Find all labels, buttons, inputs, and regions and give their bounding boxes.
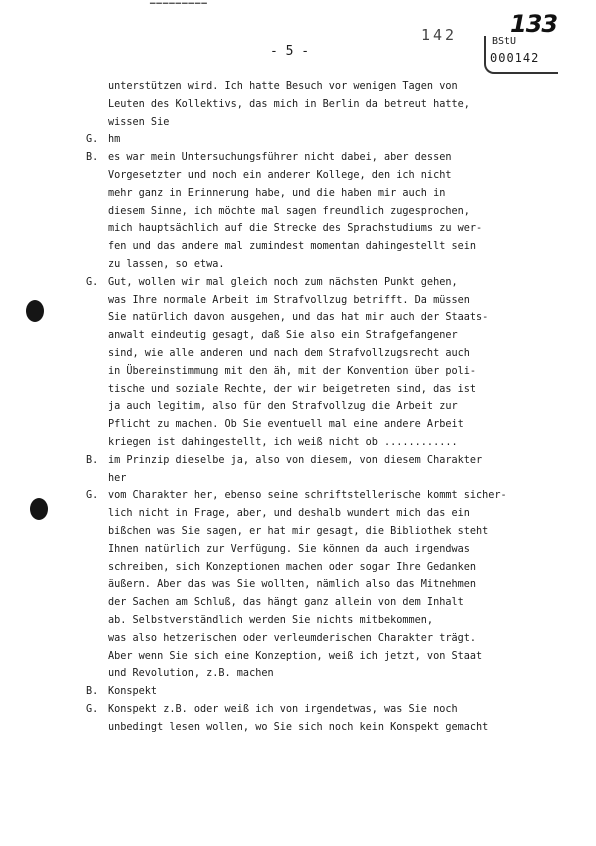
- transcript-line: [86, 381, 556, 399]
- line-text: hm: [108, 134, 121, 146]
- transcript-line: [86, 114, 556, 132]
- line-text: vom Charakter her, ebenso seine schriftstellerische kommt sicher-: [108, 490, 507, 502]
- punch-hole: [30, 498, 48, 520]
- transcript-line: [86, 541, 556, 559]
- transcript-line: [86, 559, 556, 577]
- transcript-line: [86, 719, 556, 737]
- transcript-line: [86, 594, 556, 612]
- transcript-line: [86, 363, 556, 381]
- page-number: - 5 -: [270, 44, 310, 59]
- line-text: was Ihre normale Arbeit im Strafvollzug betrifft. Da müssen: [108, 294, 470, 306]
- line-text: Vorgesetzter und noch ein anderer Kollege, den ich nicht: [108, 169, 452, 181]
- transcript-line: [86, 167, 556, 185]
- line-text: Gut, wollen wir mal gleich noch zum nächsten Punkt gehen,: [108, 276, 458, 288]
- speaker-label: G.: [86, 276, 99, 288]
- speaker-label: G.: [86, 703, 99, 715]
- line-text: Konspekt z.B. oder weiß ich von irgendetwas, was Sie noch: [108, 703, 458, 715]
- line-text: zu lassen, so etwa.: [108, 258, 225, 270]
- archive-stamp: [484, 36, 558, 74]
- transcript-line: [86, 416, 556, 434]
- transcript-line: [86, 701, 556, 719]
- transcript-line: [86, 256, 556, 274]
- top-mark: ▔▔▔▔▔▔▔▔▔: [150, 4, 208, 14]
- line-text: Aber wenn Sie sich eine Konzeption, weiß ich jetzt, von Staat: [108, 650, 483, 662]
- line-text: anwalt eindeutig gesagt, daß Sie also ein Strafgefangener: [108, 330, 458, 342]
- speaker-label: B.: [86, 152, 99, 164]
- line-text: mich hauptsächlich auf die Strecke des Sprachstudiums zu wer-: [108, 223, 483, 235]
- transcript-line: [86, 185, 556, 203]
- line-text: mehr ganz in Erinnerung habe, und die haben mir auch in: [108, 187, 446, 199]
- stamp-label: BStU: [492, 36, 517, 47]
- transcript-line: [86, 452, 556, 470]
- line-text: äußern. Aber das was Sie wollten, nämlich also das Mitnehmen: [108, 579, 477, 591]
- line-text: Ihnen natürlich zur Verfügung. Sie können da auch irgendwas: [108, 543, 470, 555]
- transcript-line: [86, 487, 556, 505]
- transcript-line: [86, 505, 556, 523]
- transcript-line: [86, 434, 556, 452]
- line-text: im Prinzip dieselbe ja, also von diesem, von diesem Charakter: [108, 454, 483, 466]
- handwritten-number: 133: [510, 10, 558, 38]
- line-text: ja auch legitim, also für den Strafvollzug die Arbeit zur: [108, 401, 458, 413]
- line-text: Sie natürlich davon ausgehen, und das hat mir auch der Staats-: [108, 312, 489, 324]
- transcript-line: [86, 274, 556, 292]
- line-text: kriegen ist dahingestellt, ich weiß nicht ob ............: [108, 436, 458, 448]
- transcript-line: [86, 292, 556, 310]
- transcript-line: [86, 398, 556, 416]
- transcript-line: [86, 648, 556, 666]
- speaker-label: G.: [86, 134, 99, 146]
- transcript-line: [86, 78, 556, 96]
- stamp-number: 000142: [490, 51, 540, 65]
- transcript-line: [86, 683, 556, 701]
- transcript-line: [86, 612, 556, 630]
- transcript-line: [86, 470, 556, 488]
- speaker-label: B.: [86, 454, 99, 466]
- transcript-line: [86, 576, 556, 594]
- line-text: Konspekt: [108, 686, 158, 698]
- line-text: in Übereinstimmung mit den äh, mit der Konvention über poli-: [108, 365, 477, 377]
- transcript-body: [86, 78, 556, 736]
- line-text: was also hetzerischen oder verleumderischen Charakter trägt.: [108, 632, 477, 644]
- punch-hole: [26, 300, 44, 322]
- transcript-line: [86, 203, 556, 221]
- line-text: der Sachen am Schluß, das hängt ganz allein von dem Inhalt: [108, 597, 464, 609]
- transcript-line: [86, 220, 556, 238]
- speaker-label: B.: [86, 686, 99, 698]
- transcript-line: [86, 327, 556, 345]
- file-number: 142: [421, 26, 458, 44]
- transcript-line: [86, 238, 556, 256]
- line-text: bißchen was Sie sagen, er hat mir gesagt, die Bibliothek steht: [108, 525, 489, 537]
- line-text: ab. Selbstverständlich werden Sie nichts mitbekommen,: [108, 614, 434, 626]
- transcript-line: [86, 523, 556, 541]
- line-text: fen und das andere mal zumindest momentan dahingestellt sein: [108, 241, 477, 253]
- line-text: schreiben, sich Konzeptionen machen oder sogar Ihre Gedanken: [108, 561, 477, 573]
- transcript-line: [86, 345, 556, 363]
- line-text: diesem Sinne, ich möchte mal sagen freundlich zugesprochen,: [108, 205, 470, 217]
- transcript-line: [86, 149, 556, 167]
- transcript-line: [86, 630, 556, 648]
- transcript-line: [86, 665, 556, 683]
- line-text: unterstützen wird. Ich hatte Besuch vor wenigen Tagen von: [108, 81, 458, 92]
- line-text: unbedingt lesen wollen, wo Sie sich noch kein Konspekt gemacht: [108, 721, 489, 733]
- line-text: her: [108, 472, 127, 484]
- line-text: Leuten des Kollektivs, das mich in Berlin da betreut hatte,: [108, 98, 470, 110]
- line-text: wissen Sie: [108, 116, 170, 128]
- line-text: Pflicht zu machen. Ob Sie eventuell mal eine andere Arbeit: [108, 419, 464, 431]
- line-text: es war mein Untersuchungsführer nicht dabei, aber dessen: [108, 152, 452, 164]
- transcript-line: [86, 96, 556, 114]
- line-text: sind, wie alle anderen und nach dem Strafvollzugsrecht auch: [108, 347, 470, 359]
- transcript-line: [86, 309, 556, 327]
- line-text: tische und soziale Rechte, der wir beigetreten sind, das ist: [108, 383, 477, 395]
- line-text: lich nicht in Frage, aber, und deshalb wundert mich das ein: [108, 508, 470, 520]
- transcript-line: [86, 131, 556, 149]
- speaker-label: G.: [86, 490, 99, 502]
- line-text: und Revolution, z.B. machen: [108, 668, 274, 680]
